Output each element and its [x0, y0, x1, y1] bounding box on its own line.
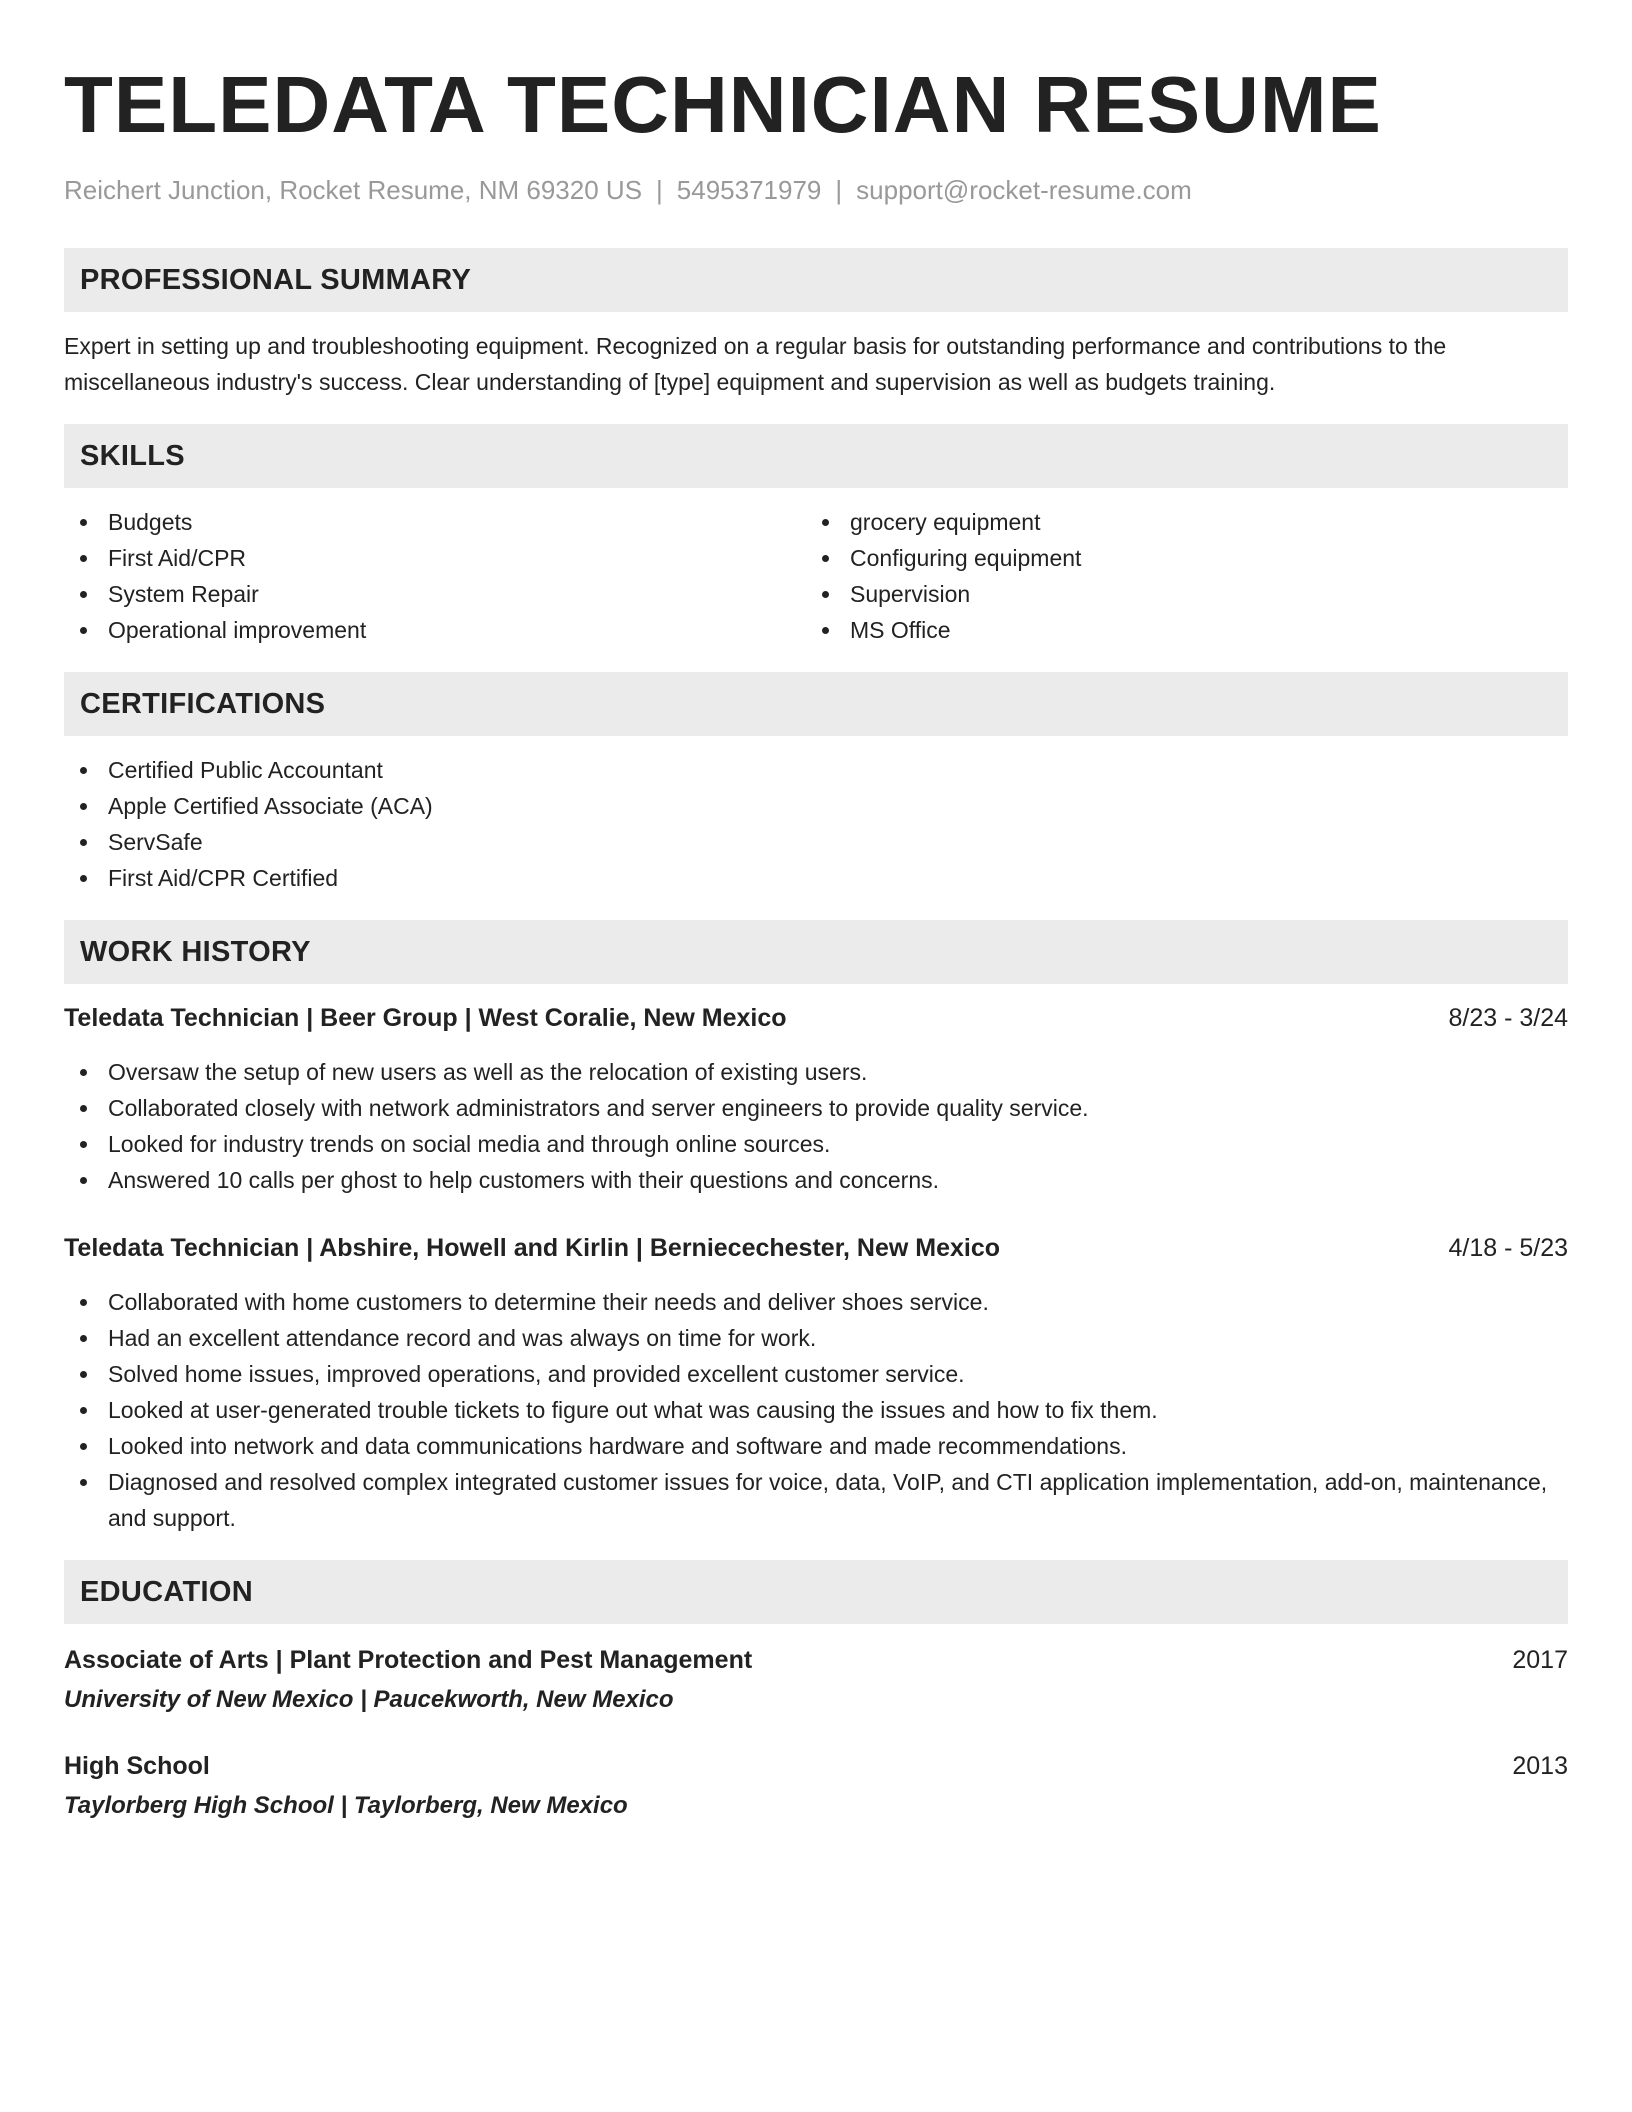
certification-item: Certified Public Accountant — [64, 752, 1568, 788]
job-title: Teledata Technician | Abshire, Howell and Kirlin | Berniecechester, New Mexico — [64, 1234, 1001, 1262]
skills-grid — [64, 504, 1568, 648]
section-title-summary: PROFESSIONAL SUMMARY — [80, 263, 472, 296]
section-header-work-history — [64, 920, 1568, 984]
job-header — [64, 1230, 1568, 1266]
job-bullet: Collaborated closely with network administrators and server engineers to provide quality service. — [64, 1090, 1568, 1126]
education-degree: High School — [64, 1752, 210, 1780]
skill-item: grocery equipment — [806, 504, 1548, 540]
skill-item: Operational improvement — [64, 612, 806, 648]
job-bullet: Had an excellent attendance record and was always on time for work. — [64, 1320, 1568, 1356]
job-bullet: Diagnosed and resolved complex integrated customer issues for voice, data, VoIP, and CTI application implementation, add-on, maintenance, and support. — [64, 1464, 1568, 1536]
skill-item: Configuring equipment — [806, 540, 1548, 576]
certification-item: First Aid/CPR Certified — [64, 860, 1568, 896]
job-bullets — [64, 1284, 1568, 1536]
certifications-list — [64, 752, 1568, 896]
skill-item: Budgets — [64, 504, 806, 540]
job-title: Teledata Technician | Beer Group | West Coralie, New Mexico — [64, 1004, 787, 1032]
education-header — [64, 1642, 1568, 1678]
resume-page — [64, 50, 1568, 1824]
education-school: Taylorberg High School | Taylorberg, New Mexico — [64, 1792, 628, 1819]
summary-text: Expert in setting up and troubleshooting equipment. Recognized on a regular basis for outstanding performance and contributions to the miscellaneous industry's success. Clear understanding of [type] equipment and supervision as well as budgets training. — [64, 333, 1447, 395]
contact-line — [64, 172, 1568, 208]
education-year: 2013 — [1512, 1752, 1568, 1780]
job-bullets — [64, 1054, 1568, 1198]
job-entry — [64, 1230, 1568, 1536]
job-dates: 4/18 - 5/23 — [1448, 1234, 1568, 1262]
resume-title: TELEDATA TECHNICIAN RESUME — [64, 60, 1382, 149]
skill-item: System Repair — [64, 576, 806, 612]
job-bullet: Collaborated with home customers to determine their needs and deliver shoes service. — [64, 1284, 1568, 1320]
education-school: University of New Mexico | Paucekworth, New Mexico — [64, 1686, 674, 1713]
section-header-skills — [64, 424, 1568, 488]
section-header-summary — [64, 248, 1568, 312]
education-entry — [64, 1642, 1568, 1718]
section-title-work-history: WORK HISTORY — [80, 935, 311, 968]
job-bullet: Looked at user-generated trouble tickets to figure out what was causing the issues and how to fix them. — [64, 1392, 1568, 1428]
skills-column-left — [64, 504, 806, 648]
contact-address: Reichert Junction, Rocket Resume, NM 69320 US — [64, 175, 643, 205]
contact-email: support@rocket-resume.com — [856, 175, 1192, 205]
skill-item: Supervision — [806, 576, 1548, 612]
skill-item: MS Office — [806, 612, 1548, 648]
job-bullet: Answered 10 calls per ghost to help customers with their questions and concerns. — [64, 1162, 1568, 1198]
contact-phone: 5495371979 — [676, 175, 822, 205]
certification-item: ServSafe — [64, 824, 1568, 860]
education-entry — [64, 1748, 1568, 1824]
job-bullet: Looked for industry trends on social media and through online sources. — [64, 1126, 1568, 1162]
job-header — [64, 1000, 1568, 1036]
section-title-certifications: CERTIFICATIONS — [80, 687, 326, 720]
job-entry — [64, 1000, 1568, 1198]
skill-item: First Aid/CPR — [64, 540, 806, 576]
section-header-certifications — [64, 672, 1568, 736]
job-bullet: Oversaw the setup of new users as well as the relocation of existing users. — [64, 1054, 1568, 1090]
section-title-education: EDUCATION — [80, 1575, 253, 1608]
job-bullet: Looked into network and data communications hardware and software and made recommendations. — [64, 1428, 1568, 1464]
section-title-skills: SKILLS — [80, 439, 185, 472]
section-header-education — [64, 1560, 1568, 1624]
job-bullet: Solved home issues, improved operations, and provided excellent customer service. — [64, 1356, 1568, 1392]
contact-separator: | — [835, 175, 843, 205]
skills-column-right — [806, 504, 1548, 648]
job-dates: 8/23 - 3/24 — [1448, 1004, 1568, 1032]
education-degree: Associate of Arts | Plant Protection and Pest Management — [64, 1646, 753, 1674]
contact-separator: | — [656, 175, 663, 205]
certification-item: Apple Certified Associate (ACA) — [64, 788, 1568, 824]
education-header — [64, 1748, 1568, 1784]
education-year: 2017 — [1512, 1646, 1568, 1674]
